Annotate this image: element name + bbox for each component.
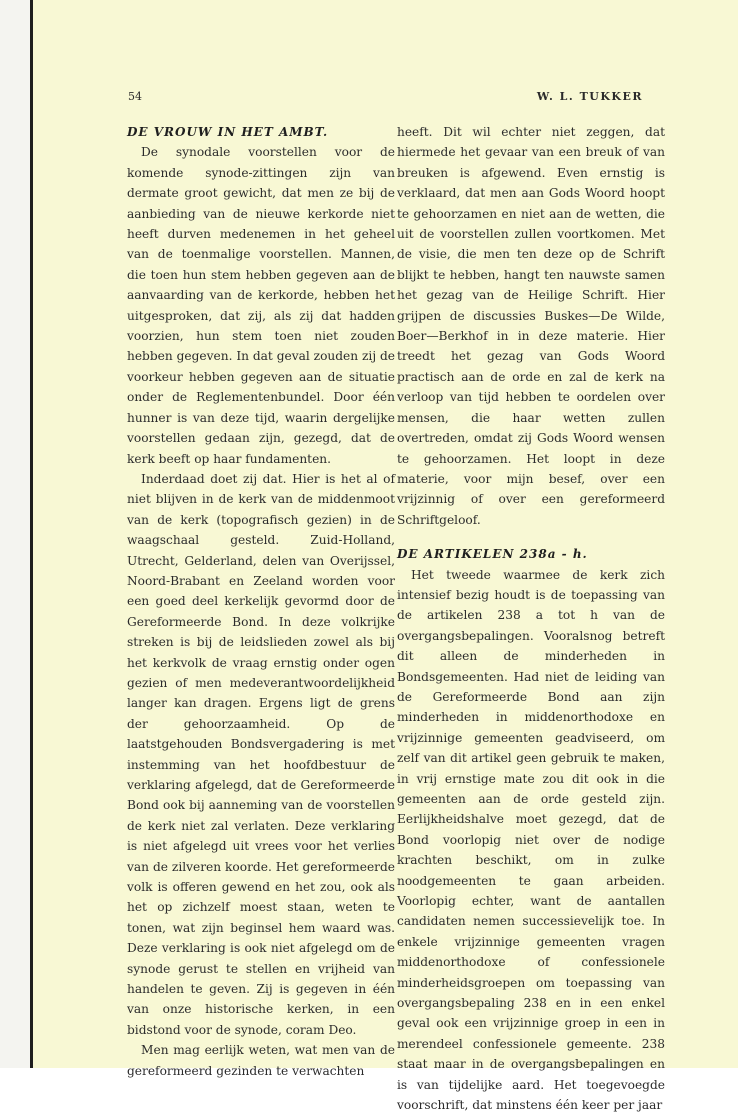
left-paragraph-1: De synodale voorstellen voor de komende synode-zittingen zijn van dermate groot gewicht, dat men ze bij de aanbieding van de nieuwe kerkorde niet heeft durven medenemen in het geheel van de toenmalige voorstellen. Mannen, die toen hun stem hebben gegeven aan de aanvaarding van de kerkorde, hebben het uitgesproken, dat zij, als zij dat hadden voorzien, hun stem toen niet zouden hebben gegeven. In dat geval zouden zij de voorkeur hebben gegeven aan de situatie onder de Reglementenbundel. Door één hunner is van deze tijd, waarin dergelijke voorstellen gedaan zijn, gezegd, dat de kerk beeft op haar fundamenten. [127,145,395,466]
left-column [127,122,395,1081]
right-paragraph-1: Het tweede waarmee de kerk zich intensief bezig houdt is de toepassing van de artikelen 238 a tot h van de overgangsbepalingen. Vooralsnog betreft dit alleen de minderheden in Bondsgemeenten. Had niet de leiding van de Gereformeerde Bond aan zijn minderheden in middenorthodoxe en vrijzinnige gemeenten geadviseerd, om zelf van dit artikel geen gebruik te maken, in vrij ernstige mate zou dit ook in die gemeenten aan de orde gesteld zijn. Eerlijkheidshalve moet gezegd, dat de Bond voorlopig niet over de nodige krachten beschikt, om in zulke noodgemeenten te gaan arbeiden. Voorlopig echter, want de aantallen candidaten nemen successievelijk toe. In enkele vrijzinnige gemeenten vragen middenorthodoxe of confessionele minderheidsgroepen om toepassing van overgangsbepaling 238 en in een enkel geval ook een vrijzinnige groep in een in merendeel confessionele gemeente. 238 staat maar in de overgangsbepalingen en is van tijdelijke aard. Het toegevoegde voorschrift, dat minstens één keer per jaar [397,567,665,1113]
book-page [33,0,738,1113]
running-head-author: W. L. TUKKER [536,90,643,103]
page-number: 54 [128,90,142,103]
right-paragraph-continued: heeft. Dit wil echter niet zeggen, dat hiermede het gevaar van een breuk of van breuken is afgewend. Even ernstig is verklaard, dat men aan Gods Woord hoopt te gehoorzamen en niet aan de wetten, die uit de voorstellen zullen voortkomen. Met de visie, die men ten deze op de Schrift blijkt te hebben, hangt ten nauwste samen het gezag van de Heilige Schrift. Hier grijpen de discussies Buskes—De Wilde, Boer—Berkhof in in deze materie. Hier treedt het gezag van Gods Woord practisch aan de orde en zal de kerk na verloop van tijd hebben te oordelen over mensen, die haar wetten zullen overtreden, omdat zij Gods Woord wensen te gehoorzamen. Het loopt in deze materie, voor mijn besef, over een vrijzinnig of over een gereformeerd Schriftgeloof. [397,125,665,527]
right-column [397,122,665,1116]
section-heading-artikelen-238: DE ARTIKELEN 238a - h. [397,547,588,562]
section-heading-vrouw-in-het-ambt: DE VROUW IN HET AMBT. [127,125,329,139]
left-paragraph-2: Inderdaad doet zij dat. Hier is het al of niet blijven in de kerk van de middenmoot van de kerk (topografisch gezien) in de waagschaal gesteld. Zuid-Holland, Utrecht, Gelderland, delen van Overijssel, Noord-Brabant en Zeeland worden voor een goed deel kerkelijk gevormd door de Gereformeerde Bond. In deze volkrijke streken is bij de leidslieden zowel als bij het kerkvolk de vraag ernstig onder ogen gezien of men medeverantwoordelijkheid langer kan dragen. Ergens ligt de grens der gehoorzaamheid. Op de laatstgehouden Bondsvergadering is met instemming van het hoofdbestuur de verklaring afgelegd, dat de Gereformeerde Bond ook bij aanneming van de voorstellen de kerk niet zal verlaten. Deze verklaring is niet afgelegd uit vrees voor het verlies van de zilveren koorde. Het gereformeerde volk is offeren gewend en het zou, ook als het op zichzelf moest staan, weten te tonen, wat zijn beginsel hem waard was. Deze verklaring is ook niet afgelegd om de synode gerust te stellen en vrijheid van handelen te geven. Zij is gegeven in één van onze historische kerken, in een bidstond voor de synode, coram Deo. [127,471,395,1037]
left-paragraph-3: Men mag eerlijk weten, wat men van de gereformeerd gezinden te verwachten [127,1043,395,1078]
scan-margin [0,0,32,1068]
